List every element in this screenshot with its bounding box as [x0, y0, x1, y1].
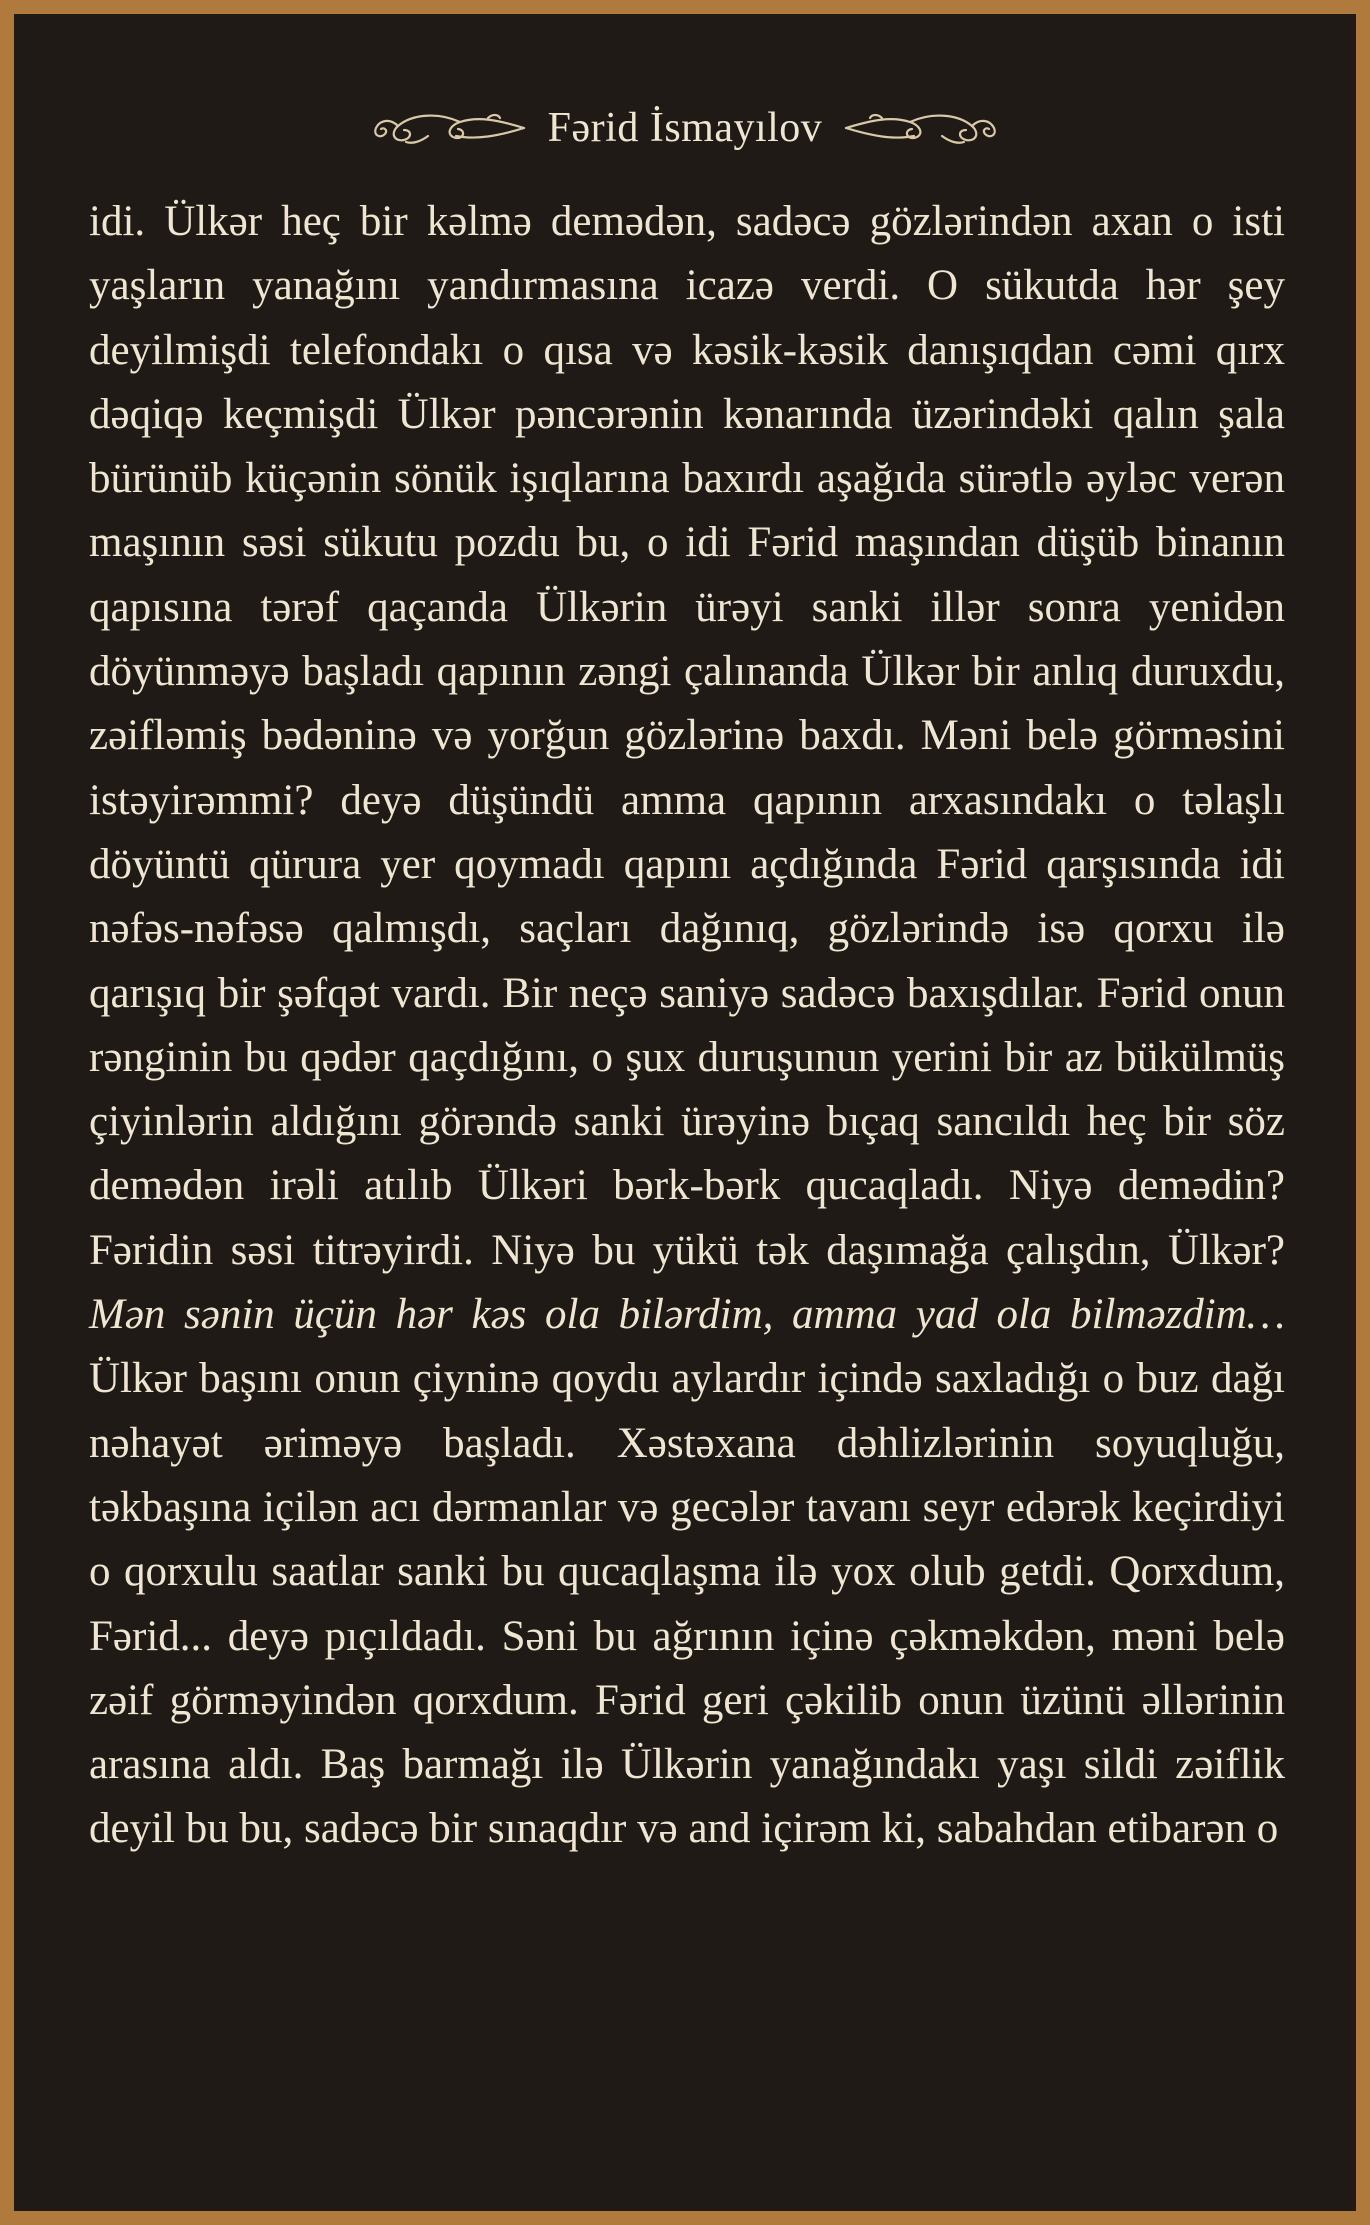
- flourish-right-icon: [842, 106, 1002, 150]
- running-header: [14, 88, 1356, 168]
- author-name: Fərid İsmayılov: [547, 105, 823, 151]
- flourish-left-icon: [368, 106, 528, 150]
- body-text-segment: Ülkər başını onun çiyninə qoydu aylardır içində saxladığı o buz dağı nəhayət əriməyə başladı. Xəstəxana dəhlizlərinin soyuqluğu, təkbaşına içilən acı dərmanlar və gecələr tavanı seyr edərək keçirdiyi o qorxulu saatlar sanki bu qucaqlaşma ilə yox olub getdi. Qorxdum, Fərid... deyə pıçıldadı. Səni bu ağrının içinə çəkməkdən, məni belə zəif görməyindən qorxdum. Fərid geri çəkilib onun üzünü əllərinin arasına aldı. Baş barmağı ilə Ülkərin yanağındakı yaşı sildi zəiflik deyil bu bu, sadəcə bir sınaqdır və and içirəm ki, sabahdan etibarən o: [89, 1355, 1285, 1853]
- body-text-segment: idi. Ülkər heç bir kəlmə demədən, sadəcə gözlərindən axan o isti yaşların yanağını yandırmasına icazə verdi. O sükutda hər şey deyilmişdi telefondakı o qısa və kəsik-kəsik danışıqdan cəmi qırx dəqiqə keçmişdi Ülkər pəncərənin kənarında üzərindəki qalın şala bürünüb küçənin sönük işıqlarına baxırdı aşağıda sürətlə əyləc verən maşının səsi sükutu pozdu bu, o idi Fərid maşından düşüb binanın qapısına tərəf qaçanda Ülkərin ürəyi sanki illər sonra yenidən döyünməyə başladı qapının zəngi çalınanda Ülkər bir anlıq duruxdu, zəifləmiş bədəninə və yorğun gözlərinə baxdı. Məni belə görməsini istəyirəmmi? deyə düşündü amma qapının arxasındakı o təlaşlı döyüntü qürura yer qoymadı qapını açdığında Fərid qarşısında idi nəfəs-nəfəsə qalmışdı, saçları dağınıq, gözlərində isə qorxu ilə qarışıq bir şəfqət vardı. Bir neçə saniyə sadəcə baxışdılar. Fərid onun rənginin bu qədər qaçdığını, o şux duruşunun yerini bir az bükülmüş çiyinlərin aldığını görəndə sanki ürəyinə bıçaq sancıldı heç bir söz demədən irəli atılıb Ülkəri bərk-bərk qucaqladı. Niyə demədin? Fəridin səsi titrəyirdi. Niyə bu yükü tək daşımağa çalışdın, Ülkər?: [89, 198, 1285, 1274]
- book-page: [14, 14, 1356, 2211]
- italic-quote: Mən sənin üçün hər kəs ola bilərdim, amma yad ola bilməzdim…: [89, 1291, 1285, 1339]
- body-paragraph: [89, 190, 1285, 1862]
